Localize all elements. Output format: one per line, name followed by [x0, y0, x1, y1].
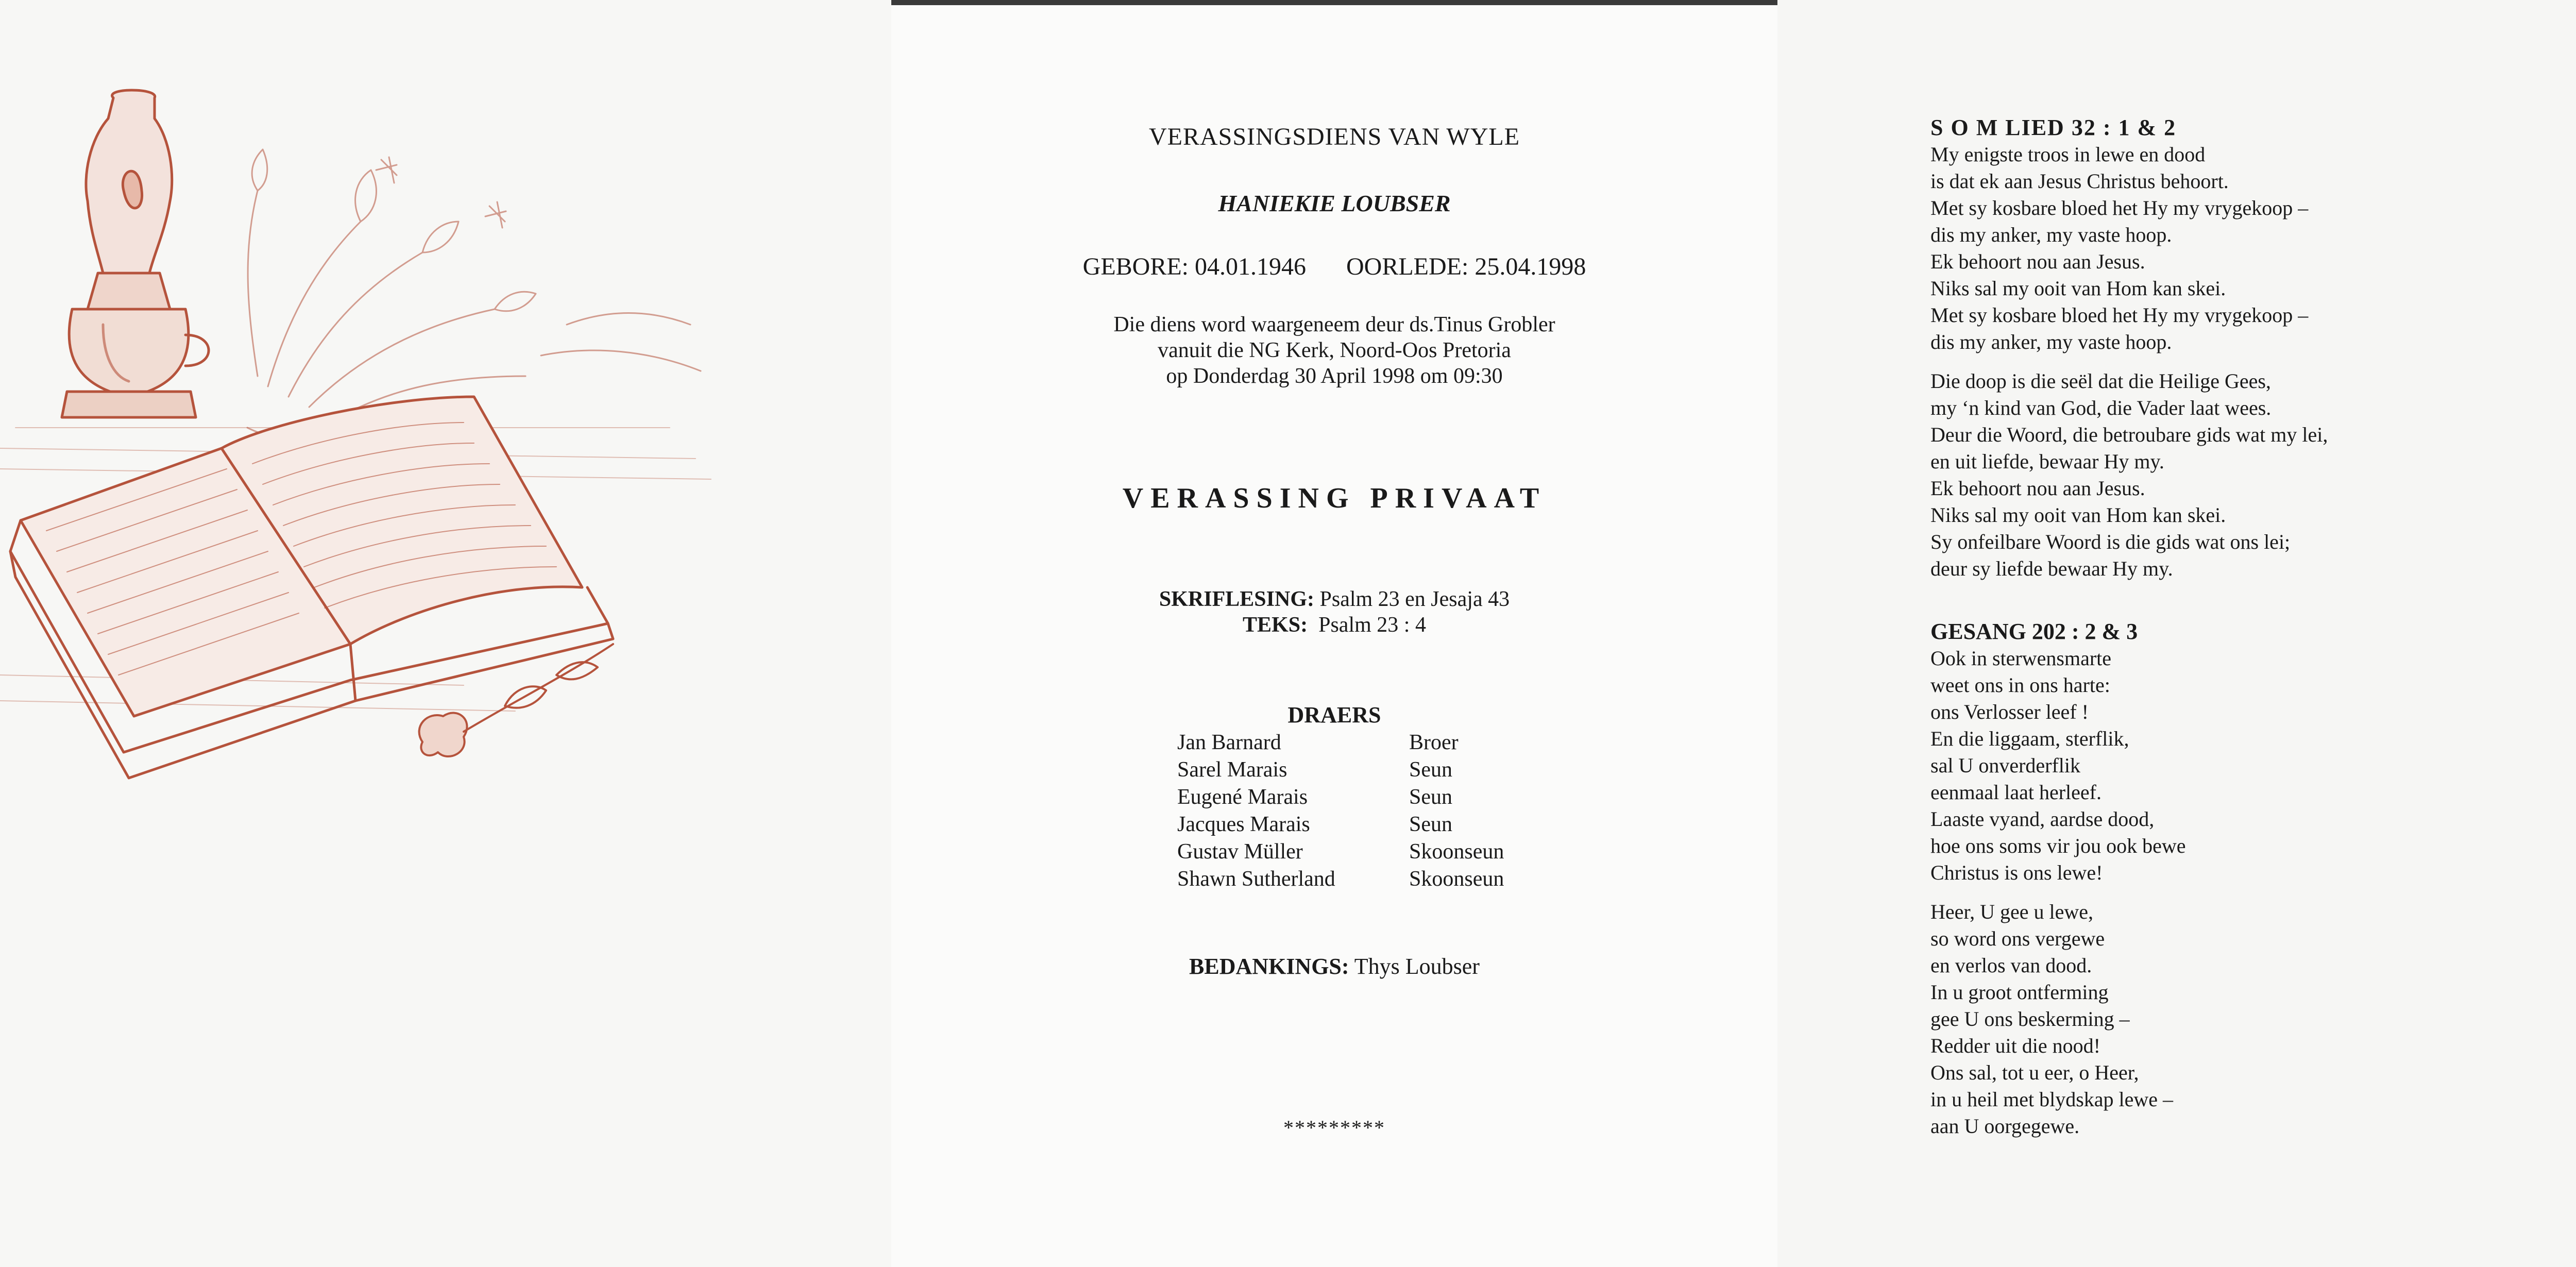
hymn-line: ons Verlosser leef ! [1930, 700, 2089, 723]
service-line: Die diens word waargeneem deur ds.Tinus Grobler [1113, 313, 1555, 336]
hymn-line: En die liggaam, sterflik, [1930, 727, 2129, 750]
open-bible-sketch [10, 397, 613, 778]
bearer-name: Jan Barnard [1177, 731, 1281, 754]
bearer-relation: Skoonseun [1409, 840, 1504, 864]
list-item [1177, 811, 1504, 838]
scripture-value: Psalm 23 en Jesaja 43 [1319, 587, 1510, 611]
hymn-line: in u heil met blydskap lewe – [1930, 1088, 2174, 1111]
hymn-line: Niks sal my ooit van Hom kan skei. [1930, 503, 2226, 527]
list-item [1177, 866, 1504, 893]
hymn-line: my ‘n kind van God, die Vader laat wees. [1930, 396, 2272, 419]
hymn-line: dis my anker, my vaste hoop. [1930, 223, 2172, 246]
hymn-line: Laaste vyand, aardse dood, [1930, 807, 2155, 831]
bearer-name: Eugené Marais [1177, 785, 1308, 809]
thanks-line [891, 953, 1777, 979]
hymn-somlied-32 [1930, 114, 2328, 582]
hymn-line: In u groot ontferming [1930, 981, 2109, 1004]
scripture-reading [891, 586, 1777, 638]
bearers-title: DRAERS [1287, 702, 1381, 728]
hymn-line: Niks sal my ooit van Hom kan skei. [1930, 277, 2226, 300]
hymn-line: Heer, U gee u lewe, [1930, 900, 2094, 923]
hymn-line: deur sy liefde bewaar Hy my. [1930, 557, 2173, 580]
hymn-line: en uit liefde, bewaar Hy my. [1930, 450, 2164, 473]
bearer-relation: Broer [1409, 731, 1459, 754]
thanks-label: BEDANKINGS: [1189, 954, 1349, 979]
hymn-line: Redder uit die nood! [1930, 1034, 2100, 1057]
service-line: vanuit die NG Kerk, Noord-Oos Pretoria [1158, 339, 1511, 362]
list-item [1177, 756, 1504, 784]
bearer-name: Shawn Sutherland [1177, 867, 1335, 891]
bearer-relation: Skoonseun [1409, 867, 1504, 891]
bearer-name: Sarel Marais [1177, 758, 1287, 782]
hymn-line: Ook in sterwensmarte [1930, 647, 2112, 670]
bearer-relation: Seun [1409, 758, 1452, 782]
bearer-relation: Seun [1409, 785, 1452, 809]
service-programme-panel [891, 0, 1777, 1267]
death-date: OORLEDE: 25.04.1998 [1346, 253, 1586, 280]
hymn-line: so word ons vergewe [1930, 927, 2105, 950]
bearer-relation: Seun [1409, 813, 1452, 836]
footer-stars: ********* [1283, 1116, 1385, 1139]
hymn-line: is dat ek aan Jesus Christus behoort. [1930, 170, 2229, 193]
hymn-line: aan U oorgegewe. [1930, 1114, 2080, 1138]
hymn-line: Ek behoort nou aan Jesus. [1930, 477, 2145, 500]
hymn-line: Met sy kosbare bloed het Hy my vrygekoop – [1930, 303, 2309, 327]
hymn-line: Met sy kosbare bloed het Hy my vrygekoop – [1930, 196, 2309, 219]
bearer-name: Gustav Müller [1177, 840, 1303, 864]
deceased-name: HANIEKIE LOUBSER [1218, 190, 1451, 216]
hymn-line: Sy onfeilbare Woord is die gids wat ons lei; [1930, 530, 2291, 553]
hymn-line: dis my anker, my vaste hoop. [1930, 330, 2172, 353]
bearers-list [1177, 729, 1504, 893]
hymn-gesang-202 [1930, 618, 2186, 1140]
oil-lamp-sketch [62, 90, 209, 417]
hymns-panel [1777, 0, 2576, 1267]
list-item [1177, 784, 1504, 811]
service-line: op Donderdag 30 April 1998 om 09:30 [1166, 364, 1503, 388]
hymn-line: en verlos van dood. [1930, 954, 2092, 977]
hymn-line: gee U ons beskerming – [1930, 1007, 2130, 1031]
thanks-value: Thys Loubser [1354, 954, 1480, 979]
bearer-name: Jacques Marais [1177, 813, 1310, 836]
hymn-line: Ons sal, tot u eer, o Heer, [1930, 1061, 2139, 1084]
birth-date: GEBORE: 04.01.1946 [1082, 253, 1307, 280]
hymn-line: My enigste troos in lewe en dood [1930, 143, 2206, 166]
hymn-line: Christus is ons lewe! [1930, 861, 2103, 884]
hymn-line: Deur die Woord, die betroubare gids wat my lei, [1930, 423, 2328, 446]
hymn-stanza [1930, 899, 2186, 1140]
scripture-label: SKRIFLESING: [1159, 587, 1314, 611]
hymn-line: Ek behoort nou aan Jesus. [1930, 250, 2145, 273]
lamp-bible-sketch [0, 67, 773, 799]
hymn-title: S O M LIED 32 : 1 & 2 [1930, 115, 2177, 140]
service-heading: VERASSINGSDIENS VAN WYLE [1148, 123, 1520, 150]
private-cremation-notice: VERASSING PRIVAAT [1122, 482, 1547, 514]
text-label: TEKS: [1243, 613, 1308, 637]
life-dates [891, 252, 1777, 281]
service-details [891, 312, 1777, 389]
hymn-title: GESANG 202 : 2 & 3 [1930, 619, 2138, 644]
hymn-line: Die doop is die seël dat die Heilige Gees, [1930, 369, 2271, 393]
hymn-stanza [1930, 141, 2328, 356]
hymn-line: weet ons in ons harte: [1930, 673, 2110, 697]
list-item [1177, 729, 1504, 756]
illustration-panel [0, 0, 891, 1267]
list-item [1177, 838, 1504, 866]
hymn-stanza [1930, 368, 2328, 582]
hymn-line: eenmaal laat herleef. [1930, 781, 2102, 804]
hymn-line: sal U onverderflik [1930, 754, 2081, 777]
text-value: Psalm 23 : 4 [1318, 613, 1426, 637]
hymn-line: hoe ons soms vir jou ook bewe [1930, 834, 2186, 857]
hymn-stanza [1930, 645, 2186, 886]
